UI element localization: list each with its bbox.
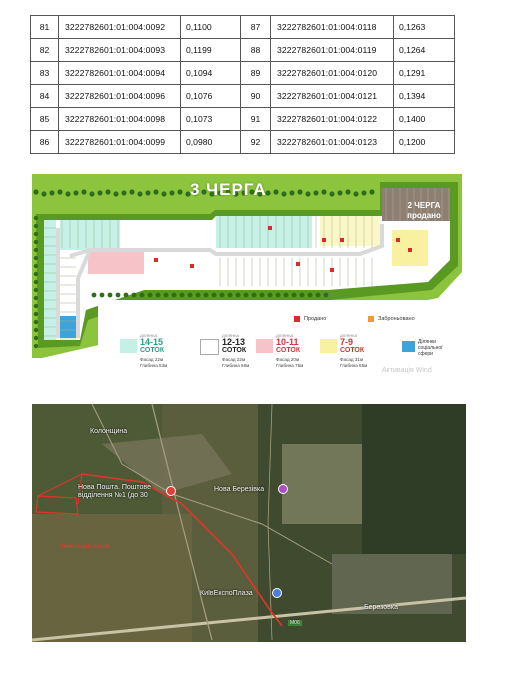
label-kolonshchyna: Колонщина: [90, 428, 128, 435]
row-number: 85: [31, 108, 59, 131]
kyivexpo-pin-icon[interactable]: [272, 588, 282, 598]
cadastral-number: 3222782601:01:004:0118: [271, 16, 394, 39]
parcel-area: 0,1200: [394, 131, 455, 154]
parcel-area: 0,1264: [394, 39, 455, 62]
legend-reserved-swatch: [368, 316, 374, 322]
row-number: 88: [241, 39, 271, 62]
legend-unit: СОТОК: [276, 347, 301, 354]
legend-size-label: [276, 333, 303, 369]
plots-north-west: [60, 220, 120, 250]
row-number: 89: [241, 62, 271, 85]
table-row: [31, 85, 455, 108]
cadastral-number: 3222782601:01:004:0122: [271, 108, 394, 131]
cadastral-number: 3222782601:01:004:0121: [271, 85, 394, 108]
parcel-area: 0,1100: [181, 16, 241, 39]
watermark: Активація Wind: [382, 367, 432, 374]
legend-prefix: ДІЛЯНКА: [222, 333, 240, 338]
parcel-area: 0,1076: [181, 85, 241, 108]
label-nova-berezivka: Нова Березівка: [214, 486, 265, 493]
sold-marker: [322, 238, 326, 242]
parcel-area: 0,1394: [394, 85, 455, 108]
parcel-area: 0,1263: [394, 16, 455, 39]
label-berezivka: Березовка: [364, 604, 398, 611]
row-number: 90: [241, 85, 271, 108]
row-number: 86: [31, 131, 59, 154]
social-plot: [60, 316, 78, 338]
sold-marker: [330, 268, 334, 272]
parcel-table-body: [31, 16, 455, 154]
row-number: 92: [241, 131, 271, 154]
plan-title: 3 ЧЕРГА: [190, 180, 267, 199]
legend-size-label: [140, 333, 167, 369]
row-number: 84: [31, 85, 59, 108]
label-kyivexpo: КиївЕкспоПлаза: [200, 590, 253, 597]
plots-north-east: [320, 216, 380, 246]
legend-size: 14-15: [140, 337, 164, 347]
table-row: [31, 16, 455, 39]
parcel-area: 0,1073: [181, 108, 241, 131]
cadastral-number: 3222782601:01:004:0092: [59, 16, 181, 39]
forest: [362, 404, 466, 554]
legend-sold: [294, 316, 326, 322]
legend-size-swatch: [256, 339, 273, 353]
legend-sold-swatch: [294, 316, 300, 322]
row-number: 82: [31, 39, 59, 62]
cadastral-number: 3222782601:01:004:0099: [59, 131, 181, 154]
legend-size: 12-13: [222, 337, 246, 347]
legend-depth: Глибина 75м: [276, 363, 304, 368]
parcel-area: 0,1199: [181, 39, 241, 62]
legend-sold-label: Продано: [304, 316, 327, 322]
parcel-table: [30, 15, 455, 154]
cadastral-number: 3222782601:01:004:0096: [59, 85, 181, 108]
legend-social-label: Ділянки соціальної сфери: [418, 339, 443, 357]
cadastral-number: 3222782601:01:004:0119: [271, 39, 394, 62]
label-red-parcel: Земельний масив: [60, 544, 110, 550]
legend-size-3: [320, 333, 367, 369]
legend-social: [402, 333, 458, 357]
sold-marker: [296, 262, 300, 266]
sold-marker: [190, 264, 194, 268]
legend-size-label: [222, 333, 249, 369]
row-number: 81: [31, 16, 59, 39]
legend-unit: СОТОК: [140, 347, 165, 354]
legend-size-swatch: [320, 339, 337, 353]
berezivka-field: [282, 444, 362, 524]
stage2-label: 2 ЧЕРГА продано: [407, 201, 441, 220]
legend-size: 7-9: [340, 337, 354, 347]
plots-north-middle: [216, 216, 312, 248]
legend-depth: Глибина 56м: [222, 363, 250, 368]
legend-size: 10-11: [276, 337, 299, 347]
sold-marker: [154, 258, 158, 262]
fields-south-west: [32, 514, 192, 642]
row-number: 87: [241, 16, 271, 39]
table-row: [31, 39, 455, 62]
legend-size-0: [120, 333, 167, 369]
legend-facade: Фасад 22м: [222, 357, 246, 362]
table-row: [31, 108, 455, 131]
road-label: М06: [290, 620, 300, 626]
legend-size-label: [340, 333, 367, 369]
parcel-area: 0,1094: [181, 62, 241, 85]
cadastral-number: 3222782601:01:004:0098: [59, 108, 181, 131]
legend-depth: Глибина 65м: [340, 363, 368, 368]
cadastral-number: 3222782601:01:004:0120: [271, 62, 394, 85]
table-row: [31, 131, 455, 154]
site-plan: [30, 168, 464, 382]
legend-facade: Фасад 22м: [140, 357, 164, 362]
parcel-area: 0,1400: [394, 108, 455, 131]
cadastral-number: 3222782601:01:004:0123: [271, 131, 394, 154]
legend-unit: СОТОК: [340, 347, 365, 354]
row-number: 83: [31, 62, 59, 85]
sold-marker: [396, 238, 400, 242]
legend-prefix: ДІЛЯНКА: [276, 333, 294, 338]
parcel-area: 0,0980: [181, 131, 241, 154]
cadastral-number: 3222782601:01:004:0094: [59, 62, 181, 85]
legend-prefix: ДІЛЯНКА: [340, 333, 358, 338]
legend-facade: Фасад 31м: [340, 357, 364, 362]
legend-reserved: [368, 316, 415, 322]
plots-west-strip: [44, 220, 56, 340]
legend-depth: Глибина 53м: [140, 363, 168, 368]
plots-south-middle: [216, 258, 316, 286]
legend-facade: Фасад 20м: [276, 357, 300, 362]
legend-social-swatch: [402, 341, 415, 352]
parcel-area: 0,1291: [394, 62, 455, 85]
label-nova-poshta: Нова Пошта. Поштове відділення №1 (до 30: [78, 484, 151, 499]
place-pin-icon[interactable]: [278, 484, 288, 494]
legend-reserved-label: Заброньовано: [378, 316, 415, 322]
map-drawing: [32, 404, 466, 642]
row-number: 91: [241, 108, 271, 131]
post-pin-icon[interactable]: [166, 486, 176, 496]
cadastral-number: 3222782601:01:004:0093: [59, 39, 181, 62]
legend-unit: СОТОК: [222, 347, 247, 354]
legend-size-swatch: [120, 339, 137, 353]
legend-size-1: [200, 333, 249, 369]
legend-size-2: [256, 333, 303, 369]
sold-marker: [408, 248, 412, 252]
legend-size-swatch: [200, 339, 219, 355]
plots-pink-block: [88, 252, 144, 274]
satellite-map: [32, 404, 466, 642]
legend-prefix: ДІЛЯНКА: [140, 333, 158, 338]
table-row: [31, 62, 455, 85]
sold-marker: [340, 238, 344, 242]
sold-marker: [268, 226, 272, 230]
